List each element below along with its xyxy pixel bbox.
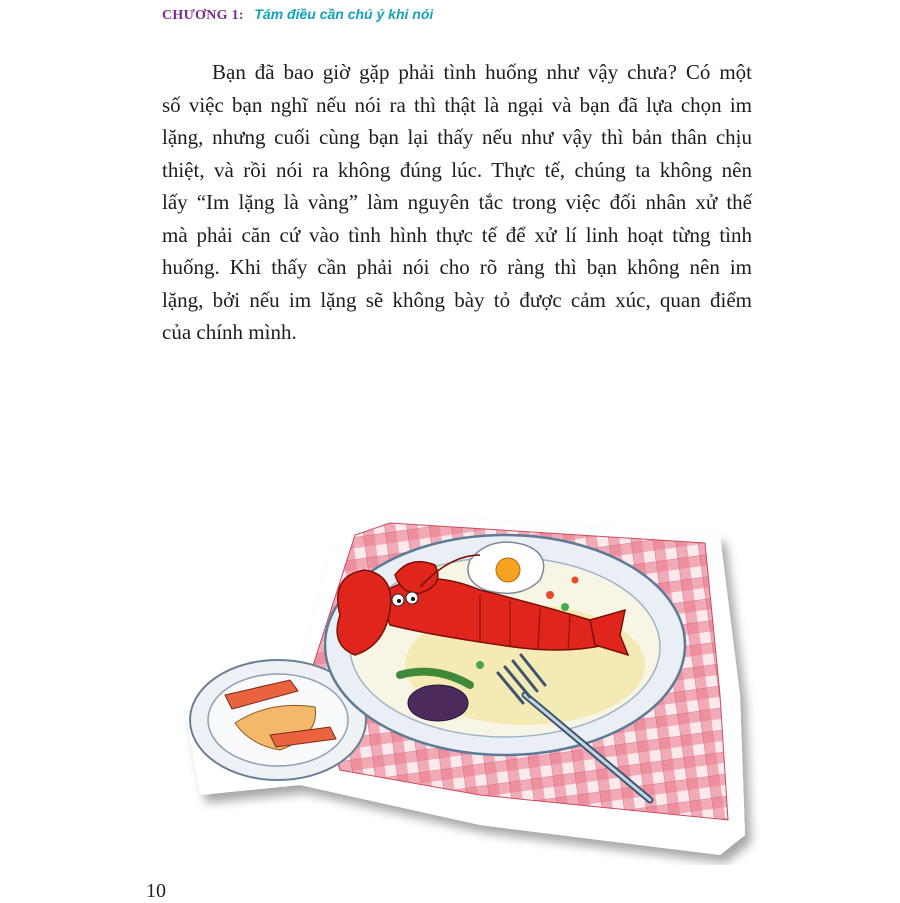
paragraph-line: số việc bạn nghĩ nếu nói ra thì thật là ngại và bạn đã lựa chọn im — [162, 92, 752, 117]
paragraph-line: mà phải căn cứ vào tình hình thực tế để xử lí linh hoạt từng tình — [162, 222, 752, 247]
paragraph-line: huống. Khi thấy cần phải nói cho rõ ràng thì bạn không nên im — [162, 255, 752, 279]
paragraph-line: lặng, bởi nếu im lặng sẽ không bày tỏ được cảm xúc, quan điểm — [162, 287, 752, 312]
chapter-title: Tám điều cần chú ý khi nói — [254, 6, 434, 22]
chapter-label: CHƯƠNG 1: — [162, 8, 244, 23]
paragraph-line: thiệt, và rồi nói ra không đúng lúc. Thực tế, chúng ta không nên — [162, 157, 752, 182]
running-head — [162, 4, 433, 26]
paragraph-line: lấy “Im lặng là vàng” làm nguyên tắc trong việc đối nhân xử thế — [162, 190, 752, 214]
paragraph-line: Bạn đã bao giờ gặp phải tình huống như vậy chưa? Có một — [212, 60, 752, 84]
paragraph-line: của chính mình. — [162, 320, 297, 344]
paragraph-line: lặng, nhưng cuối cùng bạn lại thấy nếu như vậy thì bản thân chịu — [162, 125, 752, 149]
body-paragraph — [162, 56, 752, 349]
lobster-dinner-illustration — [180, 495, 760, 865]
page-number: 10 — [146, 880, 166, 902]
